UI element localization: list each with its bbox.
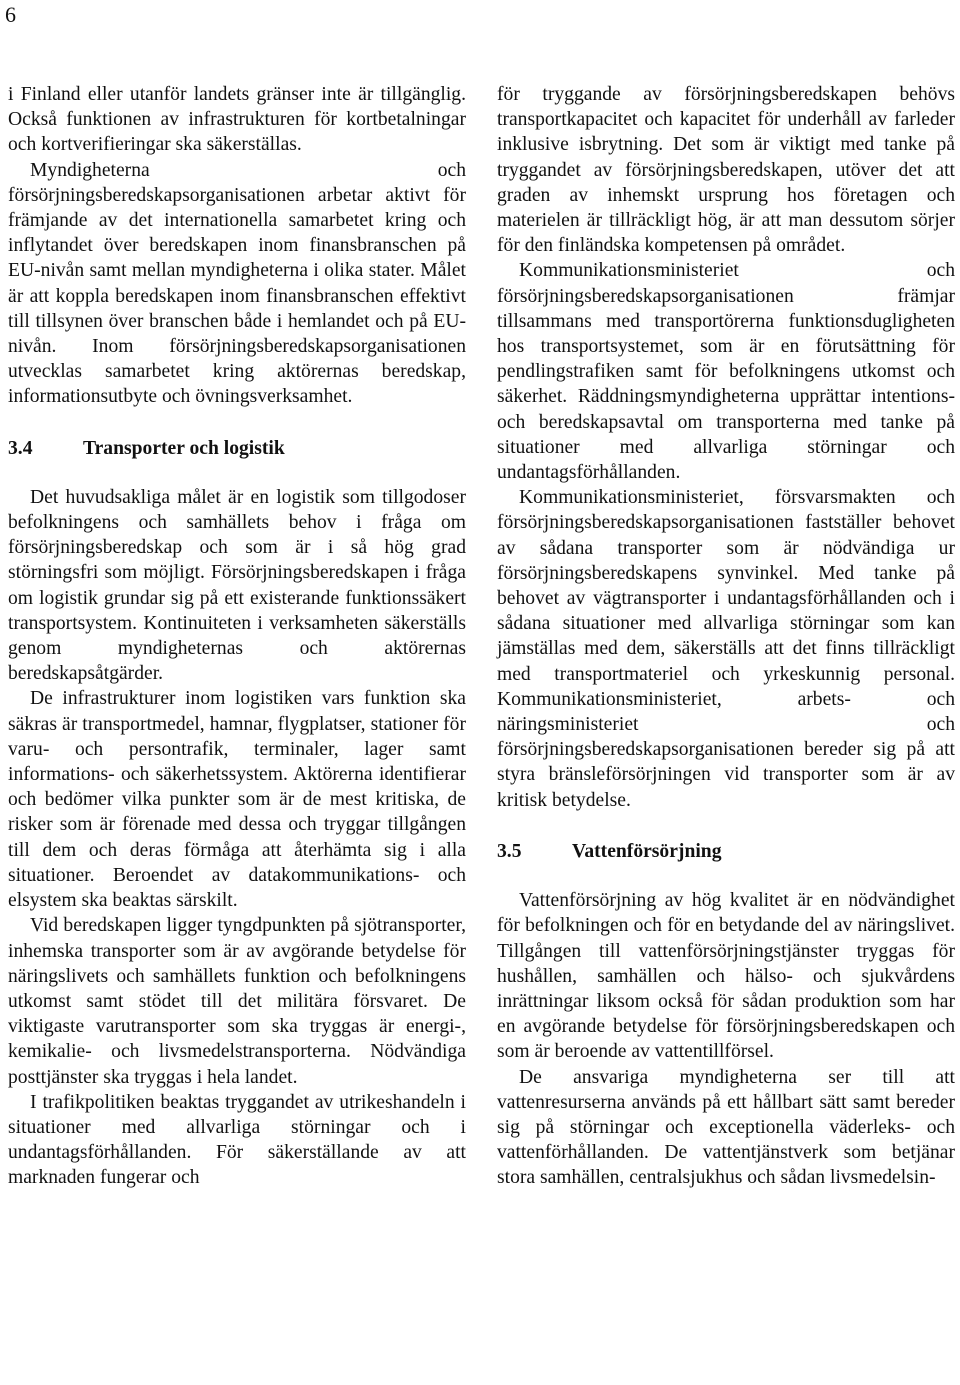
section-heading-3-4	[8, 436, 466, 461]
paragraph: De infrastrukturer inom logistiken vars funktion ska säkras är transportmedel, hamnar, flygplatser, stationer för varu- och persontrafik, terminaler, lager samt informations- och säkerhetssystem. Aktörerna identifierar och bedömer vilka punkter som är de mest kritiska, de risker som är förenade med dessa och tryggar tillgången till dem och deras förmåga att återhämta sig i alla situationer. Beroendet av datakommunikations- och elsystem ska beaktas särskilt.	[8, 688, 466, 912]
paragraph: Kommunikationsministeriet och försörjningsberedskapsorganisationen främjar tillsammans med transportörerna funktionsdugligheten hos transportsystemet, som är en förutsättning för pendlingstrafiken samt för befolkningens utkomst och säkerhet. Räddningsmyndigheterna upprättar intentions- och beredskapsavtal om transporterna med tanke på situationer med allvarliga störningar och undantagsförhållanden.	[497, 260, 955, 484]
paragraph: Vattenförsörjning av hög kvalitet är en nödvändighet för befolkningen och för en betydande del av näringslivet. Tillgången till vattenförsörjningstjänster tryggas för hushållen, samhällen och hälso- och sjukvårdens inrättningar liksom också för sådan produktion som har en avgörande betydelse för försörjningsberedskapen och som är beroende av vattentillförsel.	[497, 890, 955, 1063]
page-number: 6	[5, 2, 16, 27]
paragraph: Myndigheterna och försörjningsberedskapsorganisationen arbetar aktivt för främjande av det internationella samarbetet kring och inflytandet över beredskapen inom finansbranschen på EU-nivån samt mellan myndigheterna i olika stater. Målet är att koppla beredskapen inom finansbranschen effektivt till tillsynen över branschen både i hemlandet och på EU-nivån. Inom försörjningsberedskapsorganisationen utvecklas samarbetet kring aktörernas beredskap, informationsutbyte och övningsverksamhet.	[8, 159, 466, 408]
section-heading-3-5	[497, 839, 955, 864]
section-title: Transporter och logistik	[83, 437, 285, 459]
right-column	[497, 82, 955, 1191]
section-title: Vattenförsörjning	[572, 840, 722, 862]
section-number: 3.5	[497, 840, 522, 862]
paragraph: De ansvariga myndigheterna ser till att vattenresurserna används på ett hållbart sätt samt bereder sig på störningar och exceptionella väderleks- och vattenförhållanden. De vattentjänstverk som betjänar stora samhällen, centralsjukhus och sådan livsmedelsin-	[497, 1066, 955, 1189]
paragraph: Vid beredskapen ligger tyngdpunkten på sjötransporter, inhemska transporter som är av avgörande betydelse för näringslivets och samhällets funktion och befolkningens utkomst samt stödet till det militära försvaret. De viktigaste varutransporter som ska tryggas är energi-, kemikalie- och livsmedelstransporterna. Nödvändiga posttjänster ska tryggas i hela landet.	[8, 915, 466, 1088]
paragraph: Kommunikationsministeriet, försvarsmakten och försörjningsberedskapsorganisationen fastställer behovet av sådana transporter som är nödvändiga ur försörjningsberedskapens synvinkel. Med tanke på behovet av vägtransporter i undantagsförhållanden och i sådana situationer med allvarliga störningar som kan jämställas med dem, säkerställs att det finns tillräckligt med transportmateriel och yrkeskunnig personal. Kommunikationsministeriet, arbets- och näringsministeriet och försörjningsberedskapsorganisationen bereder sig på att styra bränsleförsörjningen vid transporter som är av kritisk betydelse.	[497, 487, 955, 811]
paragraph: Det huvudsakliga målet är en logistik som tillgodoser befolkningens och samhällets behov i fråga om försörjningsberedskap och som är i så hög grad störningsfri som möjligt. Försörjningsberedskapen i fråga om logistik grundar sig på ett existerande funktionssäkert transportsystem. Kontinuiteten i verksamheten säkerställs genom myndigheternas och aktörernas beredskapsåtgärder.	[8, 486, 466, 685]
section-number: 3.4	[8, 437, 33, 459]
left-column	[8, 82, 466, 1191]
paragraph: i Finland eller utanför landets gränser inte är tillgänglig. Också funktionen av infrastrukturen för kortbetalningar och kortverifieringar ska säkerställas.	[8, 84, 466, 156]
paragraph: för tryggande av försörjningsberedskapen behövs transportkapacitet och kapacitet för underhåll av farleder inklusive isbrytning. Det som är viktigt med tanke på tryggandet av försörjningsberedskapen, utöver det att graden av inhemskt ursprung hos företagen och materielen är tillräckligt hög, är att man dessutom sörjer för den finländska kompetensen på området.	[497, 84, 955, 257]
paragraph: I trafikpolitiken beaktas tryggandet av utrikeshandeln i situationer med allvarliga störningar och i undantagsförhållanden. För säkerställande av att marknaden fungerar och	[8, 1091, 466, 1189]
